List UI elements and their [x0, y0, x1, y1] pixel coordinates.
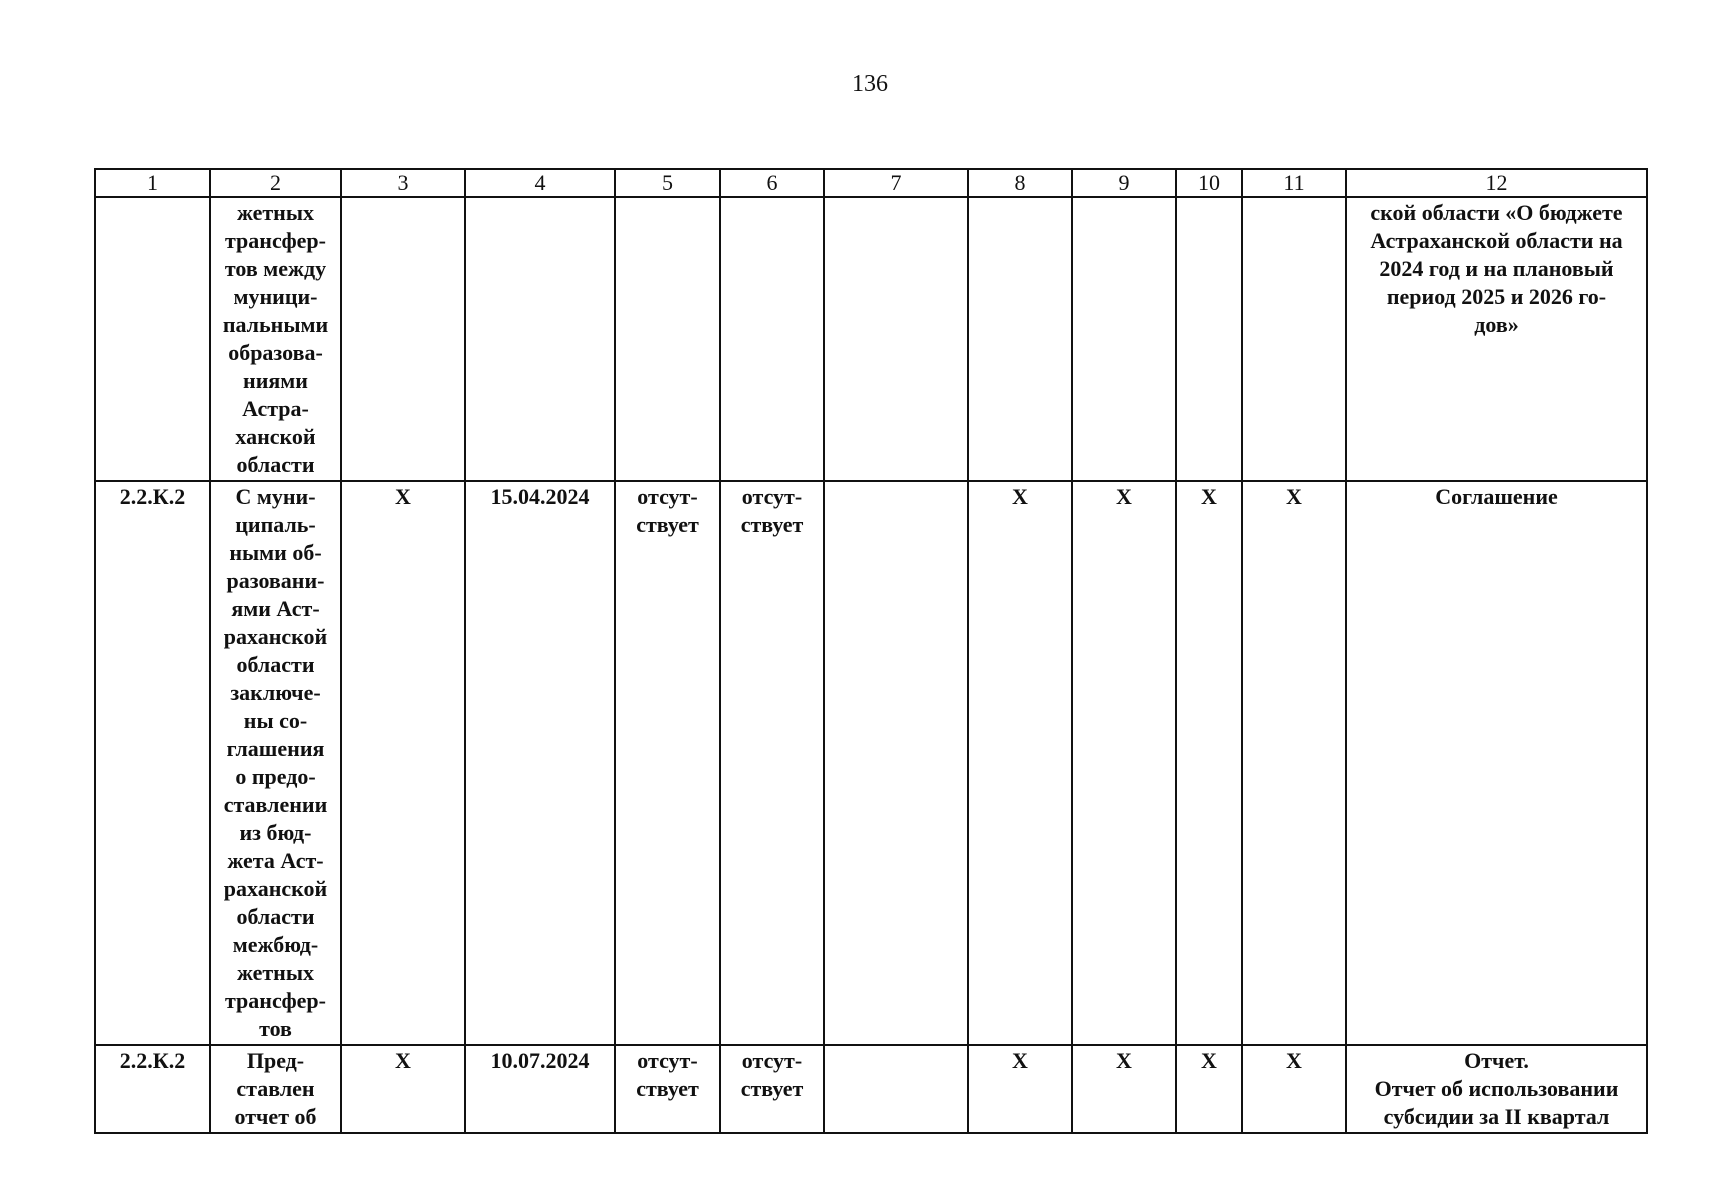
- table-cell: Отчет. Отчет об использовании субсидии за II квартал: [1346, 1045, 1647, 1133]
- table-cell: [95, 197, 210, 481]
- report-table: [94, 168, 1648, 1134]
- table-cell: 10.07.2024: [465, 1045, 615, 1133]
- table-cell: [824, 1045, 968, 1133]
- table-cell: [1176, 197, 1242, 481]
- table-cell: отсут- ствует: [615, 481, 720, 1045]
- table-row: [95, 197, 1647, 481]
- table-cell: Соглашение: [1346, 481, 1647, 1045]
- table-cell: X: [1176, 481, 1242, 1045]
- table-cell: X: [968, 1045, 1072, 1133]
- table-row: [95, 1045, 1647, 1133]
- table-cell: ской области «О бюджете Астраханской области на 2024 год и на плановый период 2025 и 2026 го- дов»: [1346, 197, 1647, 481]
- column-header: 8: [968, 169, 1072, 197]
- table-cell: X: [1072, 1045, 1176, 1133]
- table-cell: 15.04.2024: [465, 481, 615, 1045]
- table-cell: отсут- ствует: [720, 1045, 824, 1133]
- column-header: 12: [1346, 169, 1647, 197]
- column-header: 7: [824, 169, 968, 197]
- table-cell: 2.2.К.2: [95, 1045, 210, 1133]
- table-cell: [465, 197, 615, 481]
- table-cell: [968, 197, 1072, 481]
- table-cell: [824, 197, 968, 481]
- page-number: 136: [852, 71, 888, 97]
- column-header: 6: [720, 169, 824, 197]
- table-cell: [615, 197, 720, 481]
- table-cell: X: [968, 481, 1072, 1045]
- table-cell: отсут- ствует: [615, 1045, 720, 1133]
- table-cell: [1072, 197, 1176, 481]
- table-cell: отсут- ствует: [720, 481, 824, 1045]
- column-header: 1: [95, 169, 210, 197]
- table-cell: Пред- ставлен отчет об: [210, 1045, 341, 1133]
- column-header: 4: [465, 169, 615, 197]
- table-cell: [341, 197, 465, 481]
- column-header: 10: [1176, 169, 1242, 197]
- column-header: 9: [1072, 169, 1176, 197]
- table-cell: С муни- ципаль- ными об- разовани- ями Аст- раханской области заключе- ны со- глашения о предо- ставлении из бюд- жета Аст- раханской области межбюд- жетных трансфер- тов: [210, 481, 341, 1045]
- column-header: 2: [210, 169, 341, 197]
- table-cell: [720, 197, 824, 481]
- table-cell: 2.2.К.2: [95, 481, 210, 1045]
- table-cell: [1242, 197, 1346, 481]
- table-cell: X: [1242, 1045, 1346, 1133]
- column-header: 3: [341, 169, 465, 197]
- column-header: 11: [1242, 169, 1346, 197]
- table-cell: X: [1072, 481, 1176, 1045]
- table-row: [95, 481, 1647, 1045]
- table-header-row: [95, 169, 1647, 197]
- table-cell: X: [341, 1045, 465, 1133]
- table-cell: [824, 481, 968, 1045]
- table-cell: X: [341, 481, 465, 1045]
- table-cell: X: [1176, 1045, 1242, 1133]
- table-cell: X: [1242, 481, 1346, 1045]
- column-header: 5: [615, 169, 720, 197]
- table-cell: жетных трансфер- тов между муници- пальными образова- ниями Астра- ханской области: [210, 197, 341, 481]
